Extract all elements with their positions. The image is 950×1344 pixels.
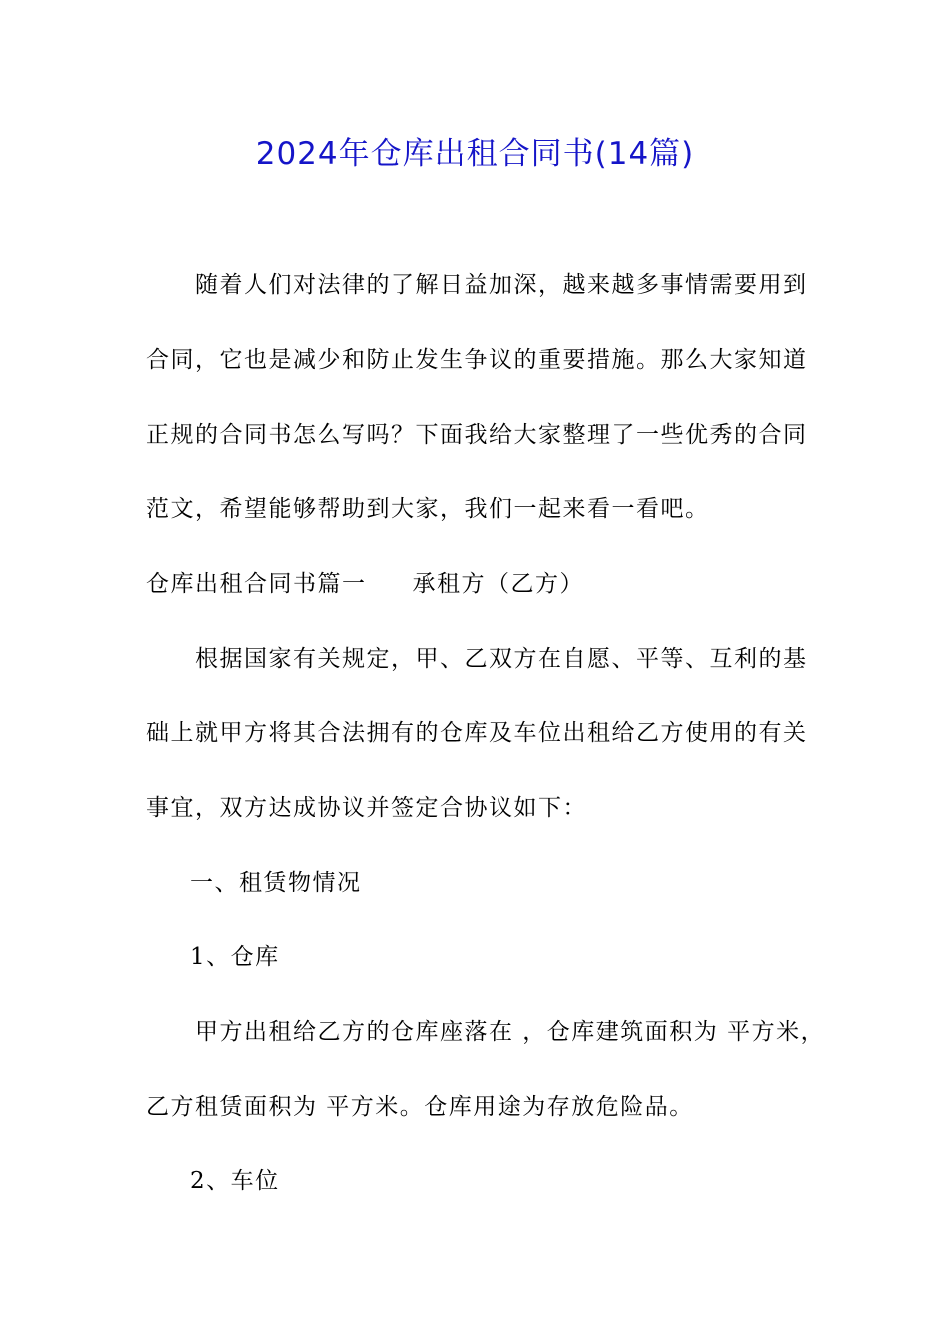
- section-party: 承租方（乙方）: [412, 571, 584, 597]
- preamble-line-3: 事宜，双方达成协议并签定合协议如下：: [146, 795, 587, 821]
- item-2-heading: 2、车位: [190, 1168, 280, 1194]
- item-1-text-line-2: 乙方租赁面积为 平方米。仓库用途为存放危险品。: [146, 1094, 694, 1120]
- intro-line-1: 随着人们对法律的了解日益加深，越来越多事情需要用到: [195, 272, 808, 298]
- clause-1-heading: 一、租赁物情况: [190, 870, 362, 896]
- section-heading-row: [146, 569, 584, 599]
- item-1-text-line-1: 甲方出租给乙方的仓库座落在 ，仓库建筑面积为 平方米，: [195, 1019, 826, 1045]
- document-title: 2024年仓库出租合同书(14篇): [255, 136, 695, 172]
- preamble-line-2: 础上就甲方将其合法拥有的仓库及车位出租给乙方使用的有关: [146, 720, 808, 746]
- intro-line-3: 正规的合同书怎么写吗？下面我给大家整理了一些优秀的合同: [146, 422, 808, 448]
- preamble-line-1: 根据国家有关规定，甲、乙双方在自愿、平等、互利的基: [195, 646, 808, 672]
- intro-line-4: 范文，希望能够帮助到大家，我们一起来看一看吧。: [146, 496, 710, 522]
- section-heading: 仓库出租合同书篇一: [146, 571, 367, 597]
- item-1-heading: 1、仓库: [190, 944, 280, 970]
- intro-line-2: 合同，它也是减少和防止发生争议的重要措施。那么大家知道: [146, 347, 808, 373]
